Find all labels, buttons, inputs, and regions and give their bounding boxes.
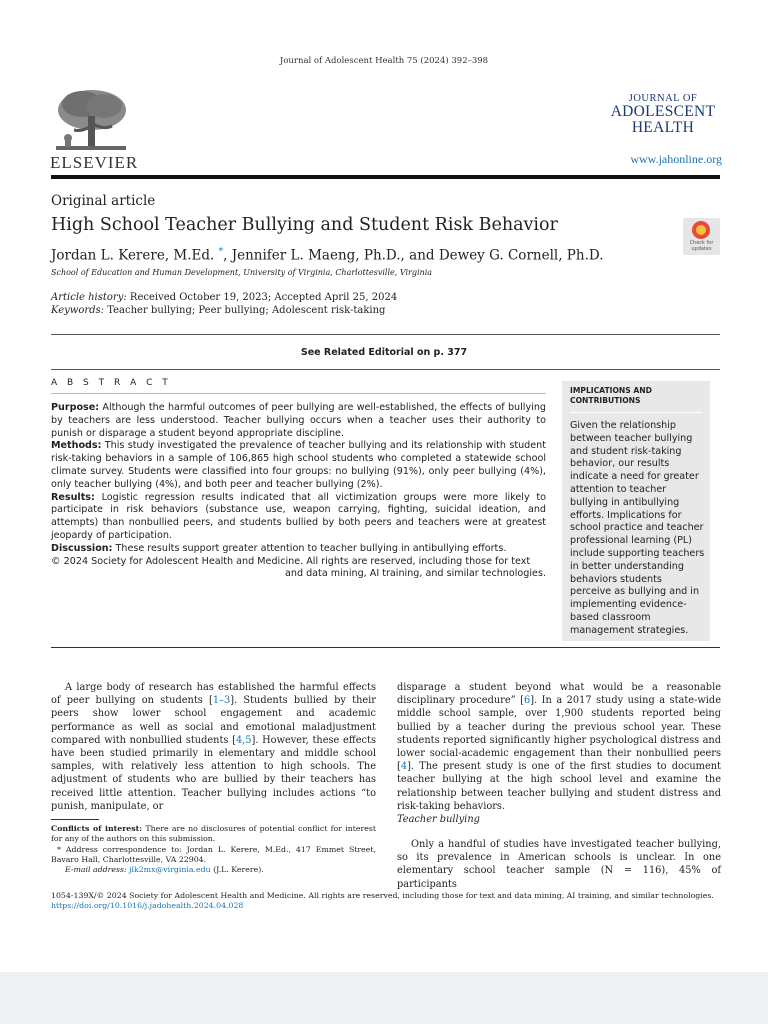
doi-link[interactable]: https://doi.org/10.1016/j.jadohealth.2024.04.028 xyxy=(51,901,244,911)
conflicts-text: There are no disclosures of potential conflict for interest for any of the authors on this submission. xyxy=(51,824,376,844)
body-column-right-2 xyxy=(397,838,721,891)
journal-url-link[interactable]: www.jahonline.org xyxy=(630,152,722,166)
abstract-copyright-2: and data mining, AI training, and similar technologies. xyxy=(284,568,546,580)
journal-logo-line3: HEALTH xyxy=(631,119,695,137)
body-text: ]. Students bullied by their peers show lower school engagement and academic performance as well as social and emotional maladjustment compared with nonbullied students [ xyxy=(51,695,376,746)
implications-box xyxy=(562,381,710,641)
abstract-heading: A B S T R A C T xyxy=(51,378,172,388)
header-divider xyxy=(51,175,720,179)
author-kerere[interactable]: Jordan L. Kerere, M.Ed. xyxy=(51,247,215,264)
article-title: High School Teacher Bullying and Student Risk Behavior xyxy=(51,215,558,235)
implications-rule xyxy=(570,412,702,413)
methods-text: This study investigated the prevalence of teacher bullying and its relationship with student risk-taking behaviors in a sample of 106,865 high school students who completed a statewide school climate survey. Students were classified into four groups: no bullying (91%), only peer bullying (4%), only teacher bullying (4%), and both peer and teacher bullying (2%). xyxy=(51,440,546,490)
article-type: Original article xyxy=(51,193,156,209)
keywords: Teacher bullying; Peer bullying; Adolescent risk-taking xyxy=(104,305,386,316)
related-editorial-link[interactable]: See Related Editorial on p. 377 xyxy=(300,347,468,358)
divider xyxy=(51,334,720,335)
footnotes xyxy=(51,824,376,875)
implications-text: Given the relationship between teacher bullying and student risk-taking behavior, our results indicate a need for greater attention to teacher bullying in antibullying efforts. Implications for school practice and teacher professional learning (PL) include supporting teachers in better understanding behaviors students perceive as bullying and in implementing evidence-based classroom management strategies. xyxy=(570,420,705,636)
abstract-copyright: © 2024 Society for Adolescent Health and Medicine. All rights are reserved, including those for text xyxy=(51,555,531,567)
discussion-label: Discussion: xyxy=(51,542,113,554)
conflicts-label: Conflicts of interest: xyxy=(51,824,143,833)
results-text: Logistic regression results indicated that all victimization groups were more likely to participate in risk behaviors (substance use, weapon carrying, fighting, suicidal ideation, and attempts) than nonbullied peers, and students bullied by both peers and teachers were at greatest jeopardy of participation. xyxy=(51,491,546,541)
citation-link[interactable]: 6 xyxy=(523,695,531,707)
body-text: ]. However, these effects have been studied primarily in elementary and middle school samples, with relatively less attention to high schools. The adjustment of students who are bullied by their teachers has received little attention. Teacher bullying includes actions “to punish, manipulate, or xyxy=(51,734,376,812)
author-list xyxy=(51,247,604,264)
divider xyxy=(51,369,720,370)
abstract-rule xyxy=(51,393,546,394)
body-text: disparage a student beyond what would be a reasonable disciplinary procedure” [ xyxy=(397,682,721,707)
elsevier-tree-logo xyxy=(52,86,130,154)
affiliation: School of Education and Human Development, University of Virginia, Charlottesville, Virginia xyxy=(51,268,433,277)
subsection-heading: Teacher bullying xyxy=(397,814,480,825)
results-label: Results: xyxy=(51,491,95,503)
author-footnote-mark[interactable]: * xyxy=(218,247,224,257)
email-suffix: (J.L. Kerere). xyxy=(210,865,264,875)
journal-logo-line1: JOURNAL OF xyxy=(628,93,698,104)
body-text: ]. The present study is one of the first studies to document teacher bullying at the high school level and examine the relationship between teacher bullying and student distress and risk-taking behaviors. xyxy=(397,761,721,812)
journal-citation: Journal of Adolescent Health 75 (2024) 392–398 xyxy=(279,56,489,66)
body-text: A large body of research has established the harmful effects of peer bullying on students [ xyxy=(51,682,376,707)
email-link[interactable]: jlk2mx@virginia.edu xyxy=(129,865,211,875)
publisher-name: ELSEVIER xyxy=(50,153,139,172)
issn-copyright: 1054-139X/© 2024 Society for Adolescent Health and Medicine. All rights are reserved, including those for text and data mining, AI training, and similar technologies. xyxy=(51,891,714,900)
abstract-body xyxy=(51,402,546,581)
body-column-right xyxy=(397,681,721,813)
methods-label: Methods: xyxy=(51,440,102,452)
address-footnote: * Address correspondence to: Jordan L. Kerere, M.Ed., 417 Emmet Street, Bavaro Hall, Charlottesville, VA 22904. xyxy=(51,844,376,864)
implications-heading: IMPLICATIONS AND CONTRIBUTIONS xyxy=(570,386,652,405)
issn-footer xyxy=(51,891,731,912)
article-history xyxy=(51,291,397,317)
check-updates-label: Check for updates xyxy=(689,240,714,252)
check-updates-icon-inner xyxy=(696,225,706,235)
citation-link[interactable]: 4 xyxy=(400,761,408,773)
keywords-label: Keywords: xyxy=(51,305,105,316)
discussion-text: These results support greater attention to teacher bullying in antibullying efforts. xyxy=(112,542,507,554)
body-divider xyxy=(51,647,720,648)
history-label: Article history: xyxy=(51,292,127,303)
citation-link[interactable]: 1–3 xyxy=(212,695,231,707)
history-dates: Received October 19, 2023; Accepted April 25, 2024 xyxy=(126,292,398,303)
purpose-label: Purpose: xyxy=(51,402,100,413)
author-others: , Jennifer L. Maeng, Ph.D., and Dewey G. Cornell, Ph.D. xyxy=(223,247,604,264)
check-for-updates-button[interactable] xyxy=(683,218,720,255)
journal-logo xyxy=(604,93,722,137)
body-text: Only a handful of studies have investigated teacher bullying, so its prevalence in American schools is unclear. In one elementary school teacher sample (N = 116), 45% of participants xyxy=(397,839,721,890)
footnote-rule xyxy=(51,819,99,820)
body-text: ]. In a 2017 study using a state-wide middle school sample, over 1,900 students reported being bullied by a teacher during the previous school year. These students reported significantly higher psychological distress and lower social-academic engagement than their nonbullied peers [ xyxy=(397,695,721,773)
journal-logo-line2: ADOLESCENT xyxy=(610,103,716,121)
email-label: E-mail address: xyxy=(65,865,127,875)
citation-link[interactable]: 4,5 xyxy=(235,734,252,746)
purpose-text: Although the harmful outcomes of peer bullying are well-established, the effects of bullying by teachers are less understood. Teacher bullying occurs when a teacher uses their authority to punish or disparage a student beyond appropriate discipline. xyxy=(51,402,546,439)
body-column-left xyxy=(51,681,376,813)
